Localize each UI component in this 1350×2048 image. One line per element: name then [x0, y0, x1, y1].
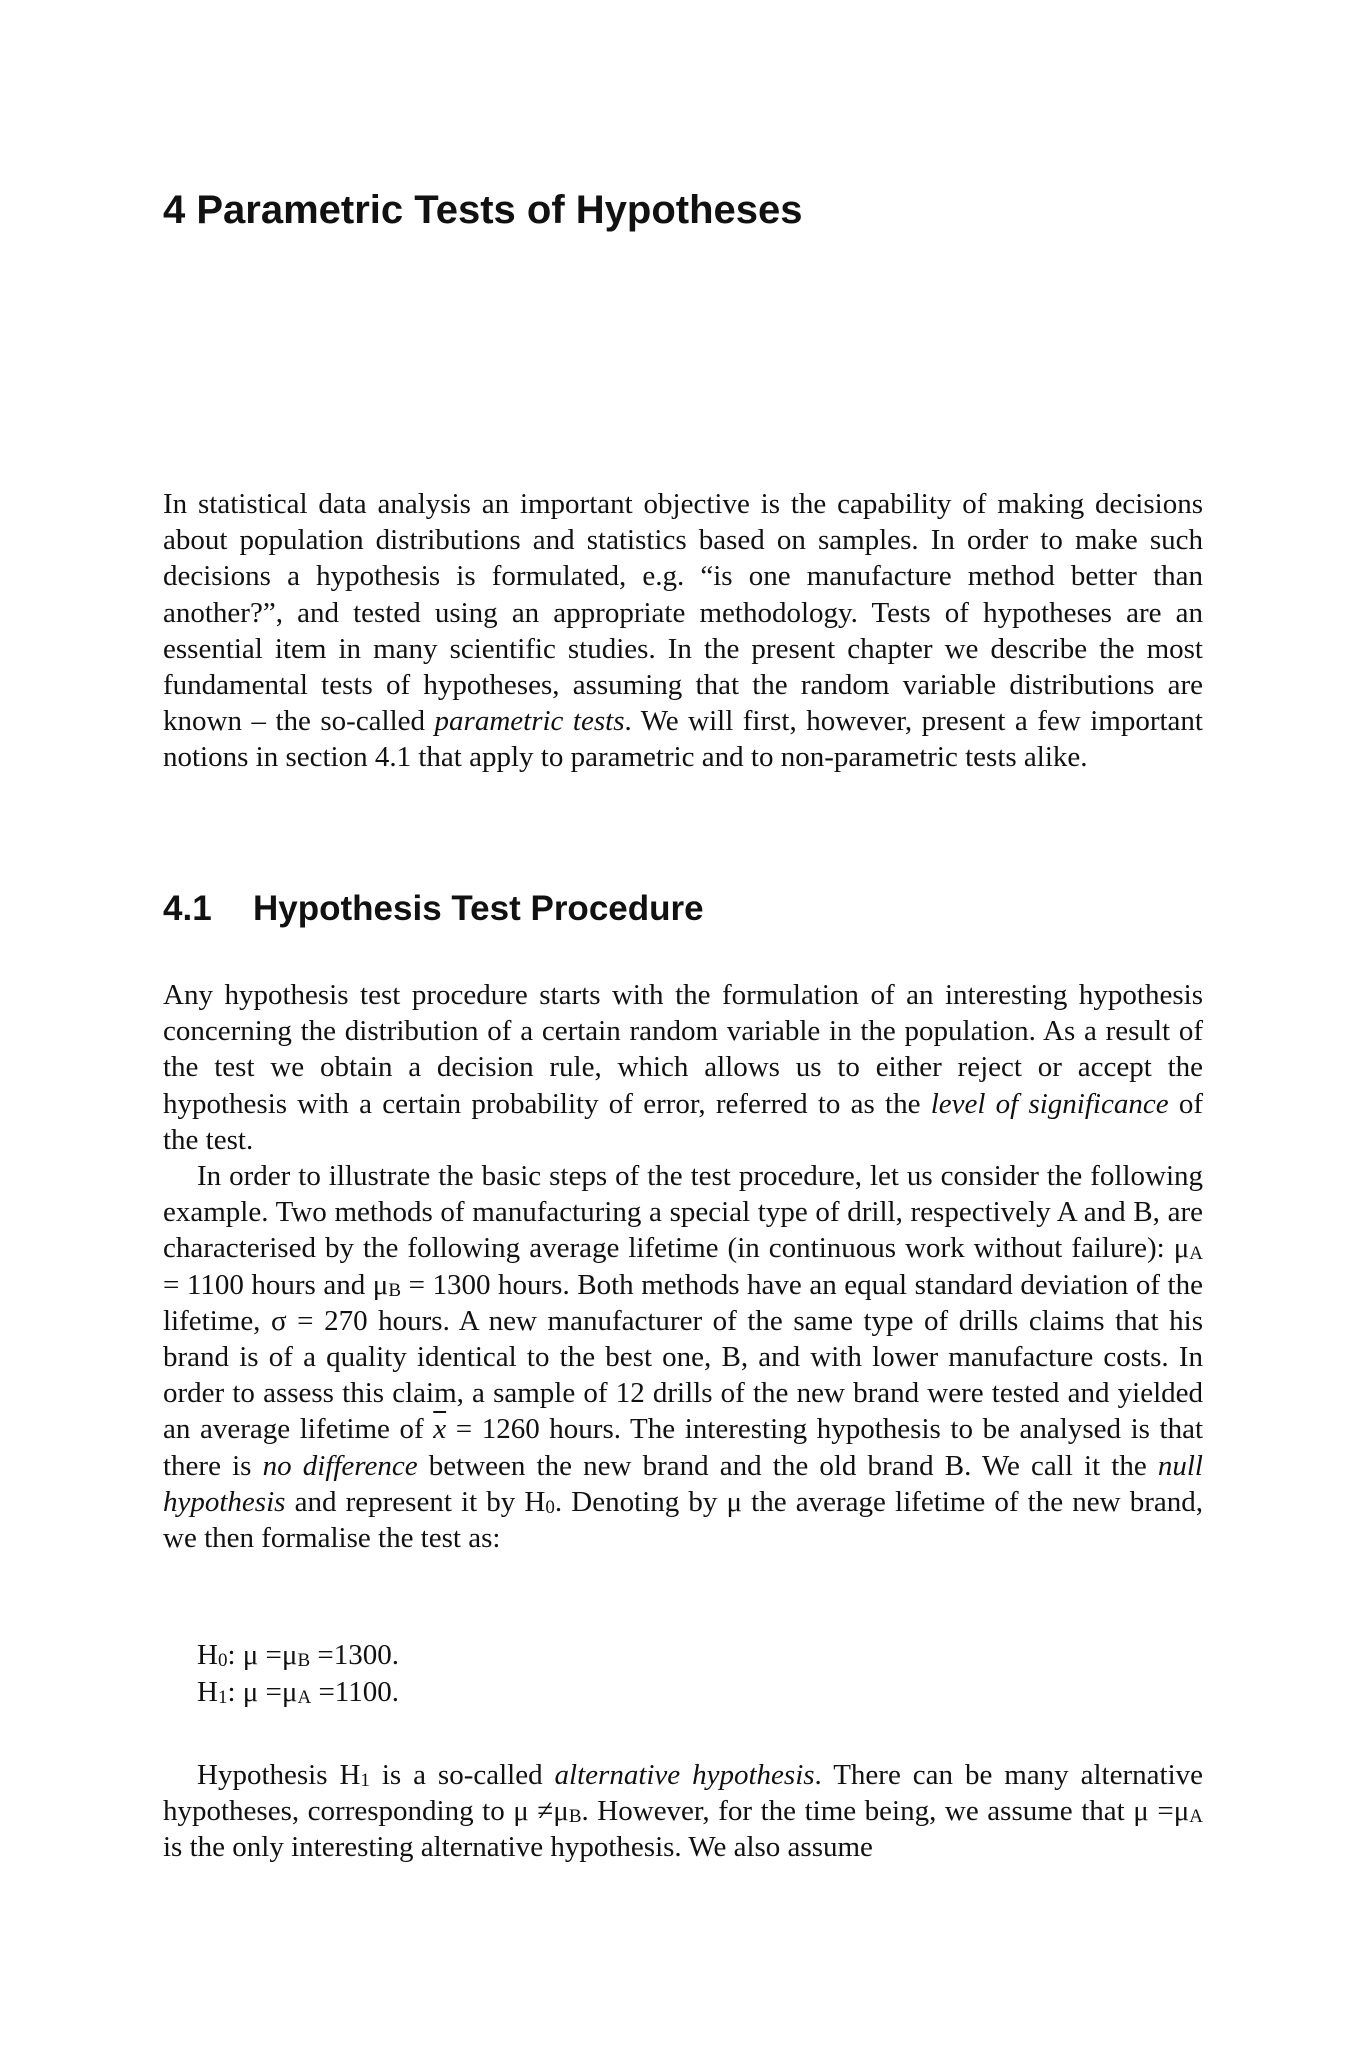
emphasis-alternative-hypothesis: alternative hypothesis	[554, 1759, 815, 1791]
null-hypothesis-line: $H_0$: $\mu =\mu_B =1300$.	[197, 1639, 400, 1671]
emphasis-level-of-significance: level of significance	[930, 1087, 1169, 1120]
alternative-hypothesis-line: $H_1$: $\mu =\mu_A =1100$.	[197, 1675, 399, 1708]
hypotheses-block	[197, 1637, 399, 1710]
chapter-title: 4 Parametric Tests of Hypotheses	[163, 188, 803, 232]
intro-text: In statistical data analysis an important objective is the capability of making decisions about population distributions and statistics based on samples. In order to make such decisions a hypothesis is formulated, e.g. “is one manufacture method better than another?”, and tested using an appropriate methodology. Tests of hypotheses are an essential item in many scientific studies. In the present chapter we describe the most fundamental tests of hypotheses, assuming that the random variable distributions are known – the so-called parametric tests. We will first, however, present a few important notions in section 4.1 that apply to parametric and to non-parametric tests alike.	[163, 488, 1203, 774]
sample-mean-symbol: $\overline{x}$	[433, 1413, 447, 1446]
emphasis-null-hypothesis: null hypothesis	[163, 1449, 1203, 1518]
emphasis-no-difference: no difference	[262, 1449, 418, 1482]
section-title: Hypothesis Test Procedure	[253, 889, 704, 928]
section-body	[163, 977, 1203, 1556]
intro-paragraph	[163, 486, 1203, 776]
paragraph-3: Hypothesis $H_1$ is a so-called alternative hypothesis. There can be many alternative hypotheses, corresponding to $\mu \ne\mu_B$. However, for the time being, we assume that $\mu =\mu_A$ is the only interesting alternative hypothesis. We also assume	[163, 1759, 1203, 1864]
section-number: 4.1	[163, 889, 212, 928]
paragraph-2: In order to illustrate the basic steps of the test procedure, let us consider the following example. Two methods of manufacturing a special type of drill, respectively A and B, are characterised by the following average lifetime (in continuous work without failure): $\mu_A = 1100$ hours and $\mu_B = 1300$ hours. Both methods have an equal standard deviation of the lifetime, σ = 270 hours. A new manufacturer of the same type of drills claims that his brand is of a quality identical to the best one, B, and with lower manufacture costs. In order to assess this claim, a sample of 12 drills of the new brand were tested and yielded an average lifetime of $\overline{x} = 1260$ hours. The interesting hypothesis to be analysed is that there is no difference between the new brand and the old brand B. We call it the null hypothesis and represent it by $H_0$. Denoting by μ the average lifetime of the new brand, we then formalise the test as:	[163, 1160, 1204, 1555]
paragraph-3-container	[163, 1757, 1203, 1866]
paragraph-1: Any hypothesis test procedure starts with the formulation of an interesting hypothesis concerning the distribution of a certain random variable in the population. As a result of the test we obtain a decision rule, which allows us to either reject or accept the hypothesis with a certain probability of error, referred to as the level of significance of the test.	[163, 979, 1203, 1156]
section-heading	[163, 889, 704, 929]
emphasis-parametric-tests: parametric tests	[434, 705, 625, 738]
